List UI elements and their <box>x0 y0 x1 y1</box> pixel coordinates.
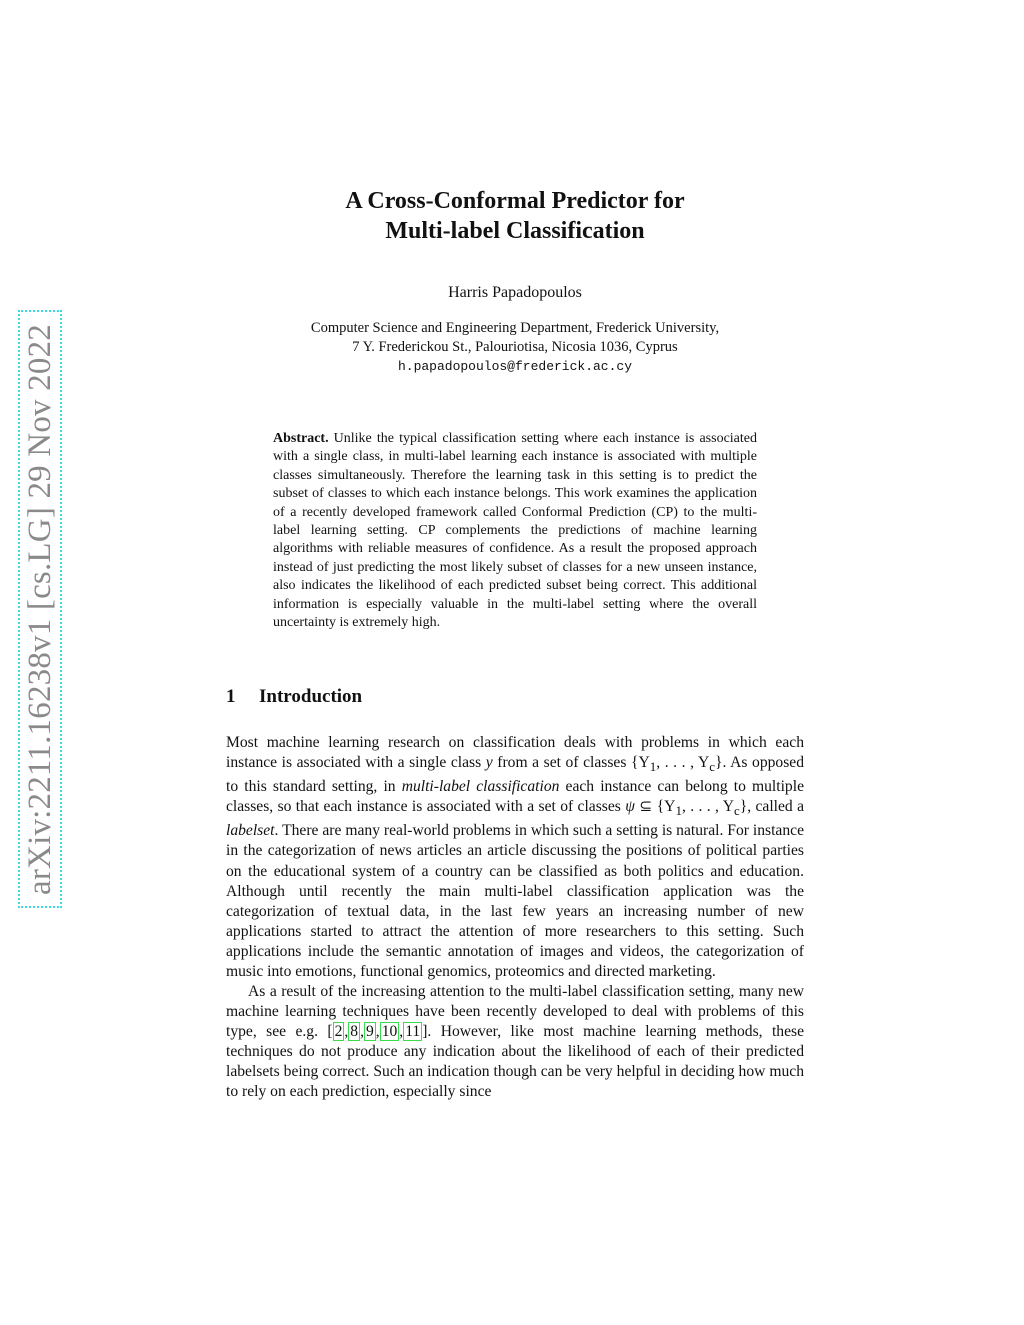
abstract-text: Unlike the typical classification setting where each instance is associated with a single class, in multi-label learning each instance is associated with multiple classes simultaneously. Therefore the learning task in this setting is to predict the subset of classes to which each instance belongs. This work examines the application of a recently developed framework called Conformal Prediction (CP) to the multi-label learning setting. CP complements the predictions of machine learning algorithms with reliable measures of confidence. As a result the proposed approach instead of just predicting the most likely subset of classes for a new unseen instance, also indicates the likelihood of each predicted subset being correct. This additional information is especially valuable in the multi-label setting where the overall uncertainty is extremely high. <box>273 431 757 631</box>
citation-separator: , <box>375 1022 380 1040</box>
citation-separator: , <box>344 1022 349 1040</box>
arxiv-identifier: arXiv:2211.16238v1 [cs.LG] 29 Nov 2022 <box>21 323 58 895</box>
text-run: , . . . , Y <box>681 798 734 816</box>
intro-paragraph-1 <box>226 733 804 982</box>
text-run: }. As opposed to this standard setting, in <box>226 754 804 796</box>
citation-separator: , <box>399 1022 404 1040</box>
introduction-body <box>226 733 804 1102</box>
abstract <box>273 430 757 632</box>
text-run: }, called a <box>739 798 804 816</box>
emphasis: labelset <box>226 822 275 840</box>
math-sub: c <box>709 759 716 775</box>
citation-link-8[interactable]: 8 <box>350 1022 359 1040</box>
text-run: Most machine learning research on classification deals with problems in which each instance is associated with a single class <box>226 734 804 772</box>
citation-link-11[interactable]: 11 <box>405 1022 421 1040</box>
title-line-1: A Cross-Conformal Predictor for <box>345 188 685 214</box>
emphasis: multi-label classification <box>401 778 560 796</box>
citation-link-9[interactable]: 9 <box>366 1022 374 1040</box>
arxiv-stamp <box>18 310 62 908</box>
text-run: . There are many real-world problems in which such a setting is natural. For instance in the categorization of news articles an article discussing the positions of political parties on the educational system of a country can be classified as both politics and education. Although until recently the main multi-label classification application was the categorization of textual data, in the last few years an increasing number of new applications started to attract the attention of more researchers to this setting. Such applications include the semantic annotation of images and videos, the categorization of music into emotions, functional genomics, proteomics and directed marketing. <box>226 822 804 980</box>
section-heading <box>226 686 362 708</box>
citation-separator: , <box>360 1022 364 1040</box>
author-name: Harris Papadopoulos <box>448 284 582 301</box>
text-run: ⊆ {Y <box>634 798 676 816</box>
affiliation <box>230 319 800 376</box>
citation-link-10[interactable]: 10 <box>381 1022 398 1040</box>
text-run: As a result of the increasing attention to the multi-label classification setting, many new machine learning techniques have been recently developed to deal with problems of this type, see e.g. [ <box>226 982 804 1040</box>
intro-paragraph-2 <box>226 982 804 1102</box>
title-line-2: Multi-label Classification <box>385 218 645 244</box>
text-run: each instance can belong to multiple classes, so that each instance is associated with a set of classes <box>226 778 804 816</box>
paper-title <box>230 186 800 246</box>
text-run: ]. However, like most machine learning methods, these techniques do not produce any indication about the likelihood of each of their predicted labelsets being correct. Such an indication though can be very helpful in deciding how much to rely on each prediction, especially since <box>226 1022 804 1101</box>
math-sub: 1 <box>675 803 682 819</box>
affiliation-line-2: 7 Y. Frederickou St., Palouriotisa, Nicosia 1036, Cyprus <box>352 339 678 355</box>
text-run: from a set of classes {Y <box>492 754 650 772</box>
section-number: 1 <box>226 686 236 707</box>
section-title: Introduction <box>259 686 363 707</box>
math-var: ψ <box>625 798 635 816</box>
author-email[interactable]: h.papadopoulos@frederick.ac.cy <box>397 359 633 374</box>
citation-link-2[interactable]: 2 <box>334 1022 343 1040</box>
affiliation-line-1: Computer Science and Engineering Department, Frederick University, <box>310 320 720 336</box>
math-var: y <box>485 754 493 772</box>
text-run: , . . . , Y <box>656 754 710 772</box>
abstract-label: Abstract. <box>273 431 329 446</box>
math-sub: c <box>733 803 740 819</box>
math-sub: 1 <box>649 759 657 775</box>
